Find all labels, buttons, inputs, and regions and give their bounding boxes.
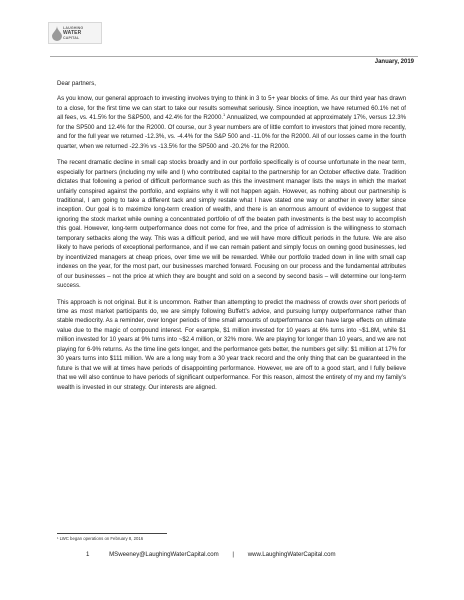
footer-separator: | (232, 551, 234, 558)
header-divider (50, 56, 418, 57)
paragraph-recent-decline: The recent dramatic decline in small cap stocks broadly and in our portfolio specifically is of course unfortunate in the near term, especially for partners (including my wife and I) who contributed capital to the partnership for an October effective date. Tradition dictates that following a period of difficult performance such as this the investment manager lists the ways in which the market unfairly conspired against the portfolio, and explains why it will not happen again. However, as nothing about our partnership is traditional, I am going to take a different tack and simply restate what I have stated one way or another in every letter since inception. Our goal is to maximize long-term creation of wealth, and there is an enormous amount of evidence to suggest that ignoring the stock market while owning a concentrated portfolio of off the beaten path investments is the best way to accomplish this goal. However, long-term outperformance does not come for free, and the price of admission is the willingness to stomach temporary setbacks along the way. This was a difficult period, and we will have more difficult periods in the future. We are also likely to have periods of exceptional performance, and if we can remain patient and simply focus on owning good businesses, led by incentivized managers at cheap prices, over time we will be rewarded. While our portfolio traded down in line with small cap indexes on the year, for the most part, our businesses marched forward. Focusing on our process and the fundamental attributes of our businesses – not the price at which they are bought and sold on a second by second basis – will determine our long-term success. (57, 159, 406, 290)
footnote-divider (57, 533, 167, 534)
letter-body (57, 79, 406, 399)
footer-email-link[interactable]: MSweeney@LaughingWaterCapital.com (109, 551, 219, 558)
paragraph-1-text-b: Annualized, we compounded at approximately 17%, versus 12.3% for the SP500 and 12.4% for the R2000. Of course, our 3 year numbers are of little comfort to investors that joined more recently, and for the full year we returned -12.3%, vs. -4.4% for the S&P 500 and -11.0% for the R2000. All of our losses came in the fourth quarter, when we returned -22.3% vs -13.5% for the SP500 and -20.2% for the R2000. (57, 114, 406, 150)
logo-text-line3: CAPITAL (63, 36, 80, 40)
footnote: ¹ LWC began operations on February 8, 2016 (57, 536, 144, 541)
footnote-reference: 1 (223, 112, 226, 118)
letter-date: January, 2019 (374, 59, 414, 65)
footer-website-link[interactable]: www.LaughingWaterCapital.com (247, 551, 336, 558)
paragraph-approach: This approach is not original. But it is uncommon. Rather than attempting to predict the madness of crowds over short periods of time as most market participants do, we are simply following Buffett’s advice, and pursuing lumpy outperformance rather than stable mediocrity. As a reminder, over longer periods of time small amounts of outperformance can have large effects on ultimate value due to the magic of compound interest. For example, $1 million invested for 10 years at 6% turns into ~$1.8M, while $1 million invested for 10 years at 9% turns into ~$2.4 million, or 32% more. We are playing for longer than 10 years, and we are not playing for 6-9% returns. As the time line gets longer, and the performance gets better, the numbers get silly: $1 million at 17% for 30 years turns into $111 million. We are a long way from a 30 year track record and the only thing that can be guaranteed in the future is that we will at times have periods of disappointing performance. However, we are off to a good start, and I fully believe that we will also continue to have periods of significant outperformance. For this reason, almost the entirety of my and my family’s wealth is invested in our strategy. Our interests are aligned. (57, 298, 406, 391)
logo-text-line1: LAUGHING (63, 26, 84, 30)
salutation: Dear partners, (57, 80, 96, 87)
water-drop-icon (52, 26, 62, 41)
page-number: 1 (86, 551, 90, 558)
company-logo (48, 22, 102, 44)
logo-text-line2: WATER (63, 29, 82, 36)
paragraph-performance-summary (57, 94, 406, 151)
paragraph-1-text-a: As you know, our general approach to investing involves trying to think in 3 to 5+ year blocks of time. As our third year has drawn to a close, for the first time we can start to take our results somewhat seriously. Since inception, we have returned 60.1% net of all fees, vs. 41.5% for the S&P500, and 42.4% for the R2000. (57, 95, 406, 122)
page-footer (86, 551, 336, 558)
